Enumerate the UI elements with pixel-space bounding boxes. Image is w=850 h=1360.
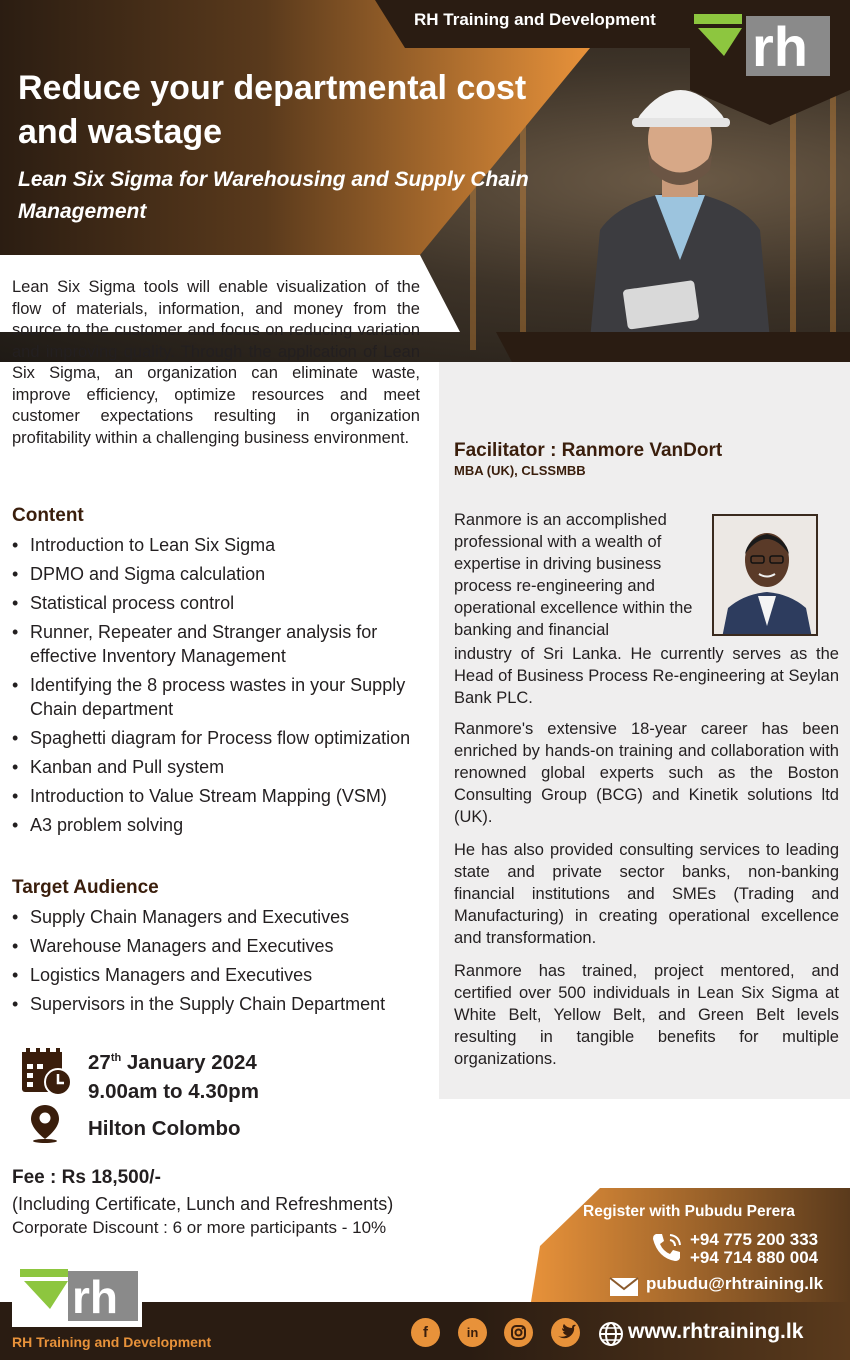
event-venue: Hilton Colombo <box>88 1117 241 1140</box>
bio-intro-cont: industry of Sri Lanka. He currently serves as the Head of Business Process Re-engineering at Seylan Bank PLC. <box>454 645 839 707</box>
email-icon <box>609 1277 639 1297</box>
fee-discount: Corporate Discount : 6 or more participants - 10% <box>12 1218 387 1237</box>
facilitator-photo <box>712 514 818 636</box>
website-link[interactable]: www.rhtraining.lk <box>628 1320 804 1343</box>
list-item: • Warehouse Managers and Executives <box>12 934 427 958</box>
list-item: • Statistical process control <box>12 591 427 615</box>
bio-paragraph-4: Ranmore has trained, project mentored, and certified over 500 individuals in Lean Six Sigma at White Belt, Yellow Belt, and Green Belt levels resulting in tangible benefits for multiple organizations. <box>454 962 839 1068</box>
facilitator-name: Facilitator : Ranmore VanDort <box>454 440 723 461</box>
phone-icon <box>650 1230 684 1264</box>
list-item: • Supervisors in the Supply Chain Department <box>12 992 427 1016</box>
svg-text:rh: rh <box>752 15 808 78</box>
footer-brand-name: RH Training and Development <box>12 1334 212 1350</box>
list-item: • Introduction to Lean Six Sigma <box>12 533 427 557</box>
event-month-year: January 2024 <box>126 1051 257 1074</box>
list-item: • Runner, Repeater and Stranger analysis for effective Inventory Management <box>12 620 427 668</box>
content-heading: Content <box>12 505 84 526</box>
footer-logo-box <box>12 1263 142 1327</box>
brand-name-top: RH Training and Development <box>414 10 656 29</box>
list-item: • Kanban and Pull system <box>12 755 427 779</box>
list-item: • Identifying the 8 process wastes in your Supply Chain department <box>12 673 427 721</box>
calendar-clock-icon <box>20 1046 72 1096</box>
rh-logo-footer <box>12 1263 142 1327</box>
facilitator-portrait-illustration <box>714 516 818 636</box>
list-item: • DPMO and Sigma calculation <box>12 562 427 586</box>
bio-paragraph-3: He has also provided consulting services to leading state and private sector banks, non-banking financial institutions and SMEs (Trading and Manufacturing) in creating operational excellence and transformation. <box>454 841 839 947</box>
register-title: Register with Pubudu Perera <box>583 1203 795 1220</box>
bio-intro: Ranmore is an accomplished professional with a wealth of expertise in driving business process re-engineering and operational excellence within the banking and financial <box>454 511 693 639</box>
event-day-suffix: th <box>110 1052 122 1064</box>
event-time: 9.00am to 4.30pm <box>88 1080 259 1103</box>
bio-paragraph-2: Ranmore's extensive 18-year career has been enriched by hands-on training and collaboration with renowned global experts such as the Boston Consulting Group (BCG) and Kinetik solutions ltd (UK). <box>454 720 839 826</box>
list-item: • Logistics Managers and Executives <box>12 963 427 987</box>
list-item: • Introduction to Value Stream Mapping (VSM) <box>12 784 427 808</box>
fee-title: Fee : Rs 18,500/- <box>12 1167 161 1188</box>
facilitator-credentials: MBA (UK), CLSSMBB <box>454 463 586 478</box>
event-day: 27 <box>88 1051 111 1074</box>
audience-heading: Target Audience <box>12 877 159 898</box>
register-phone-1[interactable]: +94 775 200 333 <box>690 1230 819 1249</box>
register-email[interactable]: pubudu@rhtraining.lk <box>646 1274 824 1293</box>
fee-includes: (Including Certificate, Lunch and Refreshments) <box>12 1194 394 1214</box>
list-item: • A3 problem solving <box>12 813 427 837</box>
list-item: • Spaghetti diagram for Process flow optimization <box>12 726 427 750</box>
content-list <box>12 533 427 842</box>
linkedin-icon[interactable]: in <box>458 1318 487 1347</box>
twitter-icon[interactable] <box>551 1318 580 1347</box>
event-date <box>88 1051 257 1075</box>
intro-paragraph: Lean Six Sigma tools will enable visualization of the flow of materials, information, and money from the source to the customer and focus on reducing variation and improving quality. Through the application of Lean Six Sigma, an organization can eliminate waste, improve efficiency, optimize resources and meet customer expectations resulting in organization profitability within a challenging business environment. <box>12 278 420 447</box>
register-phone-2[interactable]: +94 714 880 004 <box>690 1248 819 1267</box>
svg-text:rh: rh <box>72 1271 118 1323</box>
facebook-icon[interactable]: f <box>411 1318 440 1347</box>
rh-logo <box>694 14 832 80</box>
twitter-glyph <box>551 1318 580 1347</box>
location-pin-icon <box>28 1103 62 1143</box>
list-item: • Supply Chain Managers and Executives <box>12 905 427 929</box>
page-title: Reduce your departmental cost and wastage <box>18 69 527 151</box>
instagram-icon[interactable] <box>504 1318 533 1347</box>
globe-icon <box>598 1321 624 1347</box>
audience-list <box>12 905 427 1021</box>
instagram-glyph <box>504 1318 533 1347</box>
page-subtitle: Lean Six Sigma for Warehousing and Supply Chain Management <box>18 168 529 223</box>
